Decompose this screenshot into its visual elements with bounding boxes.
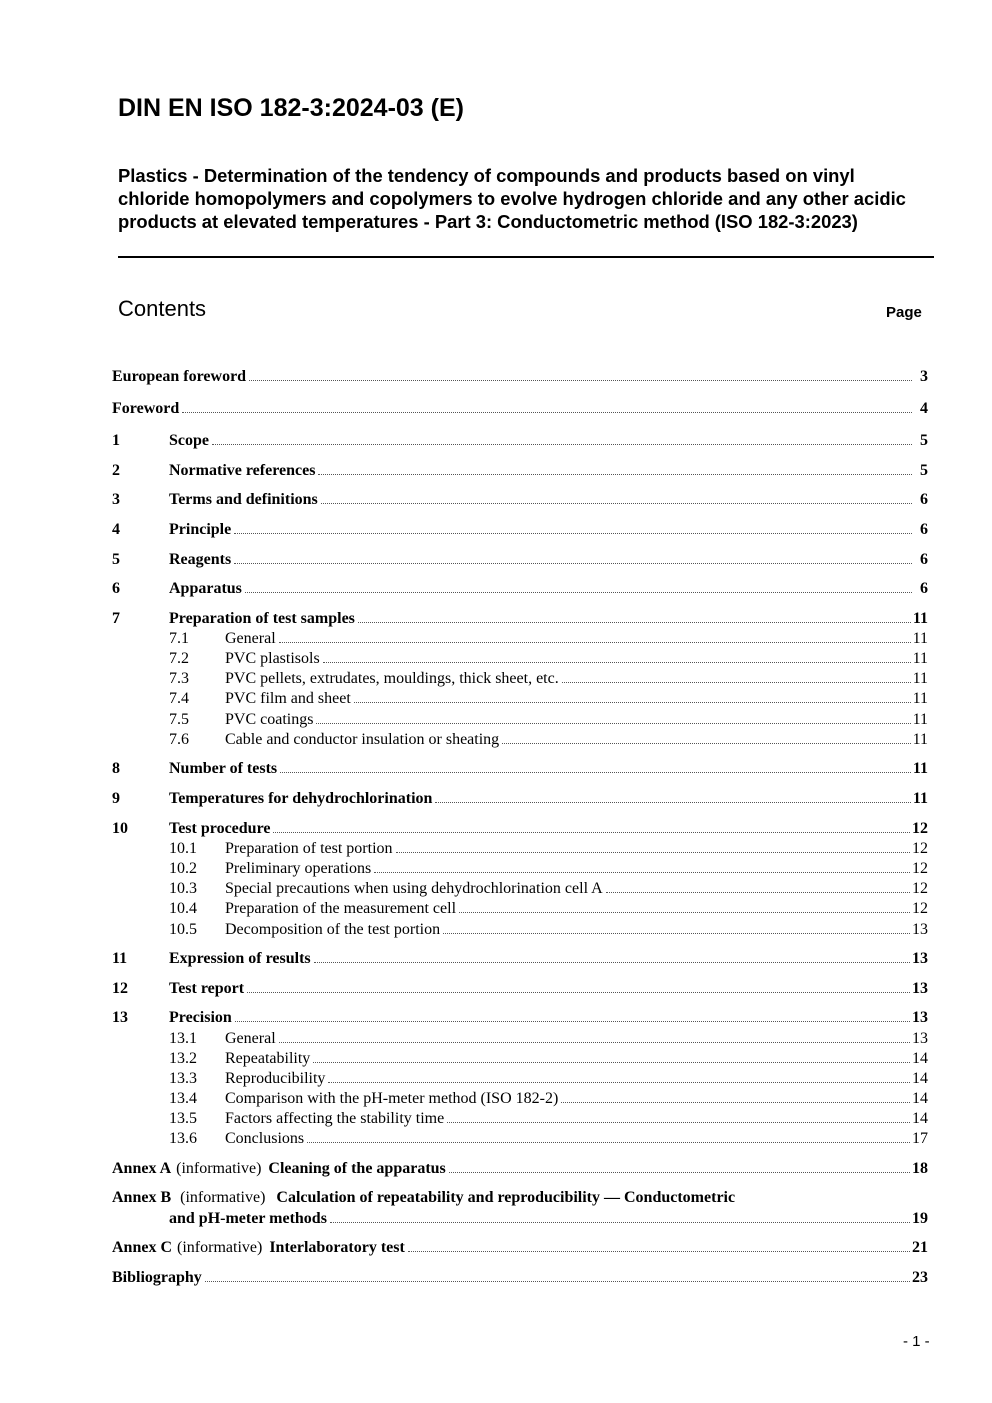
toc-entry-page: 19	[912, 1210, 928, 1227]
toc-entry-label: Factors affecting the stability time	[225, 1110, 445, 1127]
toc-entry-page: 13	[912, 1009, 928, 1026]
toc-entry-label: European foreword	[112, 368, 247, 385]
toc-entry-page: 11	[912, 670, 928, 687]
toc-annex-type: (informative)	[180, 1189, 266, 1206]
toc-entry-page: 23	[912, 1269, 928, 1286]
dot-leader	[182, 412, 912, 413]
toc-entry-number: 13.6	[169, 1130, 197, 1147]
toc-entry-number: 10.3	[169, 880, 197, 897]
toc-entry-label: Repeatability	[225, 1050, 311, 1067]
toc-entry-page: 12	[912, 900, 928, 917]
toc-entry[interactable]	[112, 759, 928, 779]
toc-annex-label: Calculation of repeatability and reproducibility — Conductometric	[276, 1189, 736, 1206]
toc-entry-page: 5	[920, 432, 928, 449]
toc-entry-page: 21	[912, 1239, 928, 1256]
dot-leader	[396, 852, 910, 853]
toc-entry-label: Apparatus	[169, 580, 242, 597]
dot-leader	[234, 533, 912, 534]
toc-annex-c[interactable]	[112, 1238, 928, 1258]
toc-entry-page: 6	[920, 521, 928, 538]
dot-leader	[247, 992, 910, 993]
dot-leader	[235, 1021, 910, 1022]
dot-leader	[354, 702, 911, 703]
toc-entry-label: Test report	[169, 980, 245, 997]
toc-entry-number: 6	[112, 580, 120, 597]
toc-entry-number: 7.1	[169, 630, 189, 647]
toc-subentry[interactable]	[112, 1089, 928, 1109]
toc-entry-page: 11	[912, 610, 928, 627]
toc-entry-number: 10.2	[169, 860, 197, 877]
toc-subentry[interactable]	[112, 1049, 928, 1069]
dot-leader	[328, 1082, 910, 1083]
dot-leader	[313, 1062, 910, 1063]
toc-entry-label: Expression of results	[169, 950, 311, 967]
toc-subentry[interactable]	[112, 899, 928, 919]
toc-entry-page: 4	[920, 400, 928, 417]
dot-leader	[330, 1222, 910, 1223]
toc-entry-number: 1	[112, 432, 120, 449]
toc-entry-label: Test procedure	[169, 820, 271, 837]
dot-leader	[459, 912, 910, 913]
toc-entry-number: 13.5	[169, 1110, 197, 1127]
dot-leader	[447, 1122, 910, 1123]
toc-entry-number: 13	[112, 1009, 128, 1026]
toc-entry[interactable]	[112, 461, 928, 481]
toc-entry[interactable]	[112, 399, 928, 419]
toc-entry[interactable]	[112, 579, 928, 599]
toc-entry-page: 14	[912, 1090, 928, 1107]
toc-entry-page: 13	[912, 980, 928, 997]
toc-entry-label: Foreword	[112, 400, 180, 417]
toc-entry-number: 12	[112, 980, 128, 997]
toc-entry[interactable]	[112, 819, 928, 839]
toc-annex-label: Interlaboratory test	[269, 1239, 405, 1256]
toc-entry[interactable]	[112, 789, 928, 809]
toc-entry[interactable]	[112, 490, 928, 510]
toc-entry-label: Scope	[169, 432, 209, 449]
toc-entry-label: PVC pellets, extrudates, mouldings, thick sheet, etc.	[225, 670, 559, 687]
toc-entry-page: 11	[912, 630, 928, 647]
toc-entry[interactable]	[112, 609, 928, 629]
toc-entry-page: 11	[912, 790, 928, 807]
contents-heading: Contents	[118, 296, 207, 321]
dot-leader	[314, 962, 910, 963]
toc-entry-label: Preparation of test samples	[169, 610, 355, 627]
dot-leader	[443, 933, 910, 934]
toc-entry-number: 3	[112, 491, 120, 508]
toc-entry-label: Reproducibility	[225, 1070, 326, 1087]
toc-subentry[interactable]	[112, 859, 928, 879]
toc-entry[interactable]	[112, 550, 928, 570]
toc-subentry[interactable]	[112, 1129, 928, 1149]
toc-annex-b[interactable]	[112, 1188, 735, 1208]
dot-leader	[502, 743, 910, 744]
toc-subentry[interactable]	[112, 1029, 928, 1049]
toc-subentry[interactable]	[112, 920, 928, 940]
toc-annex-number: Annex A	[112, 1160, 172, 1177]
toc-entry-page: 12	[912, 860, 928, 877]
toc-entry-number: 11	[112, 950, 128, 967]
dot-leader	[280, 772, 911, 773]
toc-entry[interactable]	[112, 367, 928, 387]
toc-entry-page: 17	[912, 1130, 928, 1147]
toc-entry-number: 7.4	[169, 690, 189, 707]
toc-entry[interactable]	[112, 431, 928, 451]
toc-entry-label: Bibliography	[112, 1269, 202, 1286]
toc-entry-page: 13	[912, 950, 928, 967]
dot-leader	[316, 723, 910, 724]
toc-entry-number: 10.5	[169, 921, 197, 938]
toc-entry-page: 12	[912, 820, 928, 837]
dot-leader	[205, 1281, 910, 1282]
toc-entry-page: 11	[912, 731, 928, 748]
toc-annex-type: (informative)	[176, 1160, 262, 1177]
toc-entry-label: Number of tests	[169, 760, 278, 777]
dot-leader	[279, 1042, 910, 1043]
toc-entry-number: 4	[112, 521, 120, 538]
toc-annex-type: (informative)	[177, 1239, 263, 1256]
toc-entry-label: Precision	[169, 1009, 232, 1026]
toc-entry-label: Principle	[169, 521, 232, 538]
toc-entry-label: Terms and definitions	[169, 491, 318, 508]
toc-entry-label: PVC film and sheet	[225, 690, 351, 707]
dot-leader	[318, 474, 912, 475]
document-id: DIN EN ISO 182-3:2024-03 (E)	[118, 94, 464, 122]
toc-entry-page: 6	[920, 551, 928, 568]
toc-annex-label: Cleaning of the apparatus	[268, 1160, 446, 1177]
toc-subentry[interactable]	[112, 730, 928, 750]
dot-leader	[279, 642, 911, 643]
toc-subentry[interactable]	[112, 689, 928, 709]
toc-entry-page: 3	[920, 368, 928, 385]
toc-entry-page: 5	[920, 462, 928, 479]
toc-entry[interactable]	[112, 1008, 928, 1028]
toc-entry-number: 10	[112, 820, 128, 837]
toc-entry-page: 14	[912, 1070, 928, 1087]
toc-entry-label: Special precautions when using dehydrochlorination cell A	[225, 880, 603, 897]
toc-entry-page: 6	[920, 491, 928, 508]
dot-leader	[307, 1142, 910, 1143]
toc-entry-page: 14	[912, 1050, 928, 1067]
toc-entry-number: 13.3	[169, 1070, 197, 1087]
dot-leader	[606, 892, 910, 893]
toc-entry[interactable]	[112, 949, 928, 969]
toc-annex-b-continuation[interactable]	[169, 1209, 928, 1229]
toc-subentry[interactable]	[112, 629, 928, 649]
toc-entry-number: 8	[112, 760, 120, 777]
toc-annex-label-continued: and pH-meter methods	[169, 1210, 327, 1227]
toc-entry-page: 12	[912, 880, 928, 897]
toc-subentry[interactable]	[112, 710, 928, 730]
document-title: Plastics - Determination of the tendency of compounds and products based on vinyl chloride homopolymers and copolymers to evolve hydrogen chloride and any other acidic products at elevated temperatures - Part 3: Conductometric method (ISO 182-3:2023)	[118, 165, 906, 232]
dot-leader	[245, 592, 912, 593]
dot-leader	[561, 1102, 910, 1103]
toc-subentry[interactable]	[112, 1069, 928, 1089]
toc-bibliography[interactable]	[112, 1268, 928, 1288]
page-column-label: Page	[886, 304, 922, 321]
toc-entry-page: 11	[912, 711, 928, 728]
toc-entry[interactable]	[112, 520, 928, 540]
dot-leader	[323, 662, 911, 663]
toc-entry-page: 11	[912, 690, 928, 707]
toc-entry-page: 12	[912, 840, 928, 857]
dot-leader	[358, 622, 911, 623]
dot-leader	[321, 503, 912, 504]
toc-entry-number: 7.2	[169, 650, 189, 667]
dot-leader	[449, 1172, 910, 1173]
toc-annex-number: Annex C	[112, 1239, 173, 1256]
toc-annex-a[interactable]	[112, 1159, 928, 1179]
toc-entry-number: 7	[112, 610, 120, 627]
toc-entry-number: 9	[112, 790, 120, 807]
toc-entry-page: 11	[912, 760, 928, 777]
dot-leader	[273, 832, 910, 833]
page-number: - 1 -	[903, 1333, 930, 1350]
toc-entry-number: 13.1	[169, 1030, 197, 1047]
toc-subentry[interactable]	[112, 879, 928, 899]
toc-entry-label: Comparison with the pH-meter method (ISO 182-2)	[225, 1090, 559, 1107]
toc-entry-label: Preliminary operations	[225, 860, 372, 877]
toc-entry-label: Decomposition of the test portion	[225, 921, 441, 938]
toc-entry-number: 10.1	[169, 840, 197, 857]
toc-annex-number: Annex B	[112, 1189, 172, 1206]
toc-entry-page: 6	[920, 580, 928, 597]
toc-entry-label: PVC plastisols	[225, 650, 320, 667]
toc-entry-number: 10.4	[169, 900, 197, 917]
toc-entry-number: 13.4	[169, 1090, 197, 1107]
toc-entry-label: Normative references	[169, 462, 316, 479]
toc-entry-label: General	[225, 630, 276, 647]
dot-leader	[212, 444, 912, 445]
toc-subentry[interactable]	[112, 669, 928, 689]
toc-entry-label: Cable and conductor insulation or sheating	[225, 731, 500, 748]
toc-subentry[interactable]	[112, 1109, 928, 1129]
toc-entry-number: 5	[112, 551, 120, 568]
toc-entry-page: 11	[912, 650, 928, 667]
toc-entry-number: 7.5	[169, 711, 189, 728]
toc-entry-label: Reagents	[169, 551, 232, 568]
toc-entry-label: General	[225, 1030, 276, 1047]
toc-entry-number: 2	[112, 462, 120, 479]
toc-entry-page: 13	[912, 921, 928, 938]
toc-entry-number: 7.6	[169, 731, 189, 748]
dot-leader	[249, 380, 912, 381]
toc-entry[interactable]	[112, 979, 928, 999]
toc-entry-label: Preparation of the measurement cell	[225, 900, 457, 917]
toc-entry-label: Preparation of test portion	[225, 840, 393, 857]
dot-leader	[435, 802, 910, 803]
toc-entry-page: 14	[912, 1110, 928, 1127]
toc-entry-page: 13	[912, 1030, 928, 1047]
dot-leader	[374, 872, 910, 873]
toc-subentry[interactable]	[112, 649, 928, 669]
toc-entry-label: Conclusions	[225, 1130, 305, 1147]
dot-leader	[562, 682, 911, 683]
toc-entry-number: 7.3	[169, 670, 189, 687]
toc-entry-label: PVC coatings	[225, 711, 314, 728]
dot-leader	[234, 563, 912, 564]
toc-entry-label: Temperatures for dehydrochlorination	[169, 790, 433, 807]
dot-leader	[408, 1251, 910, 1252]
toc-subentry[interactable]	[112, 839, 928, 859]
toc-entry-number: 13.2	[169, 1050, 197, 1067]
toc-entry-page: 18	[912, 1160, 928, 1177]
